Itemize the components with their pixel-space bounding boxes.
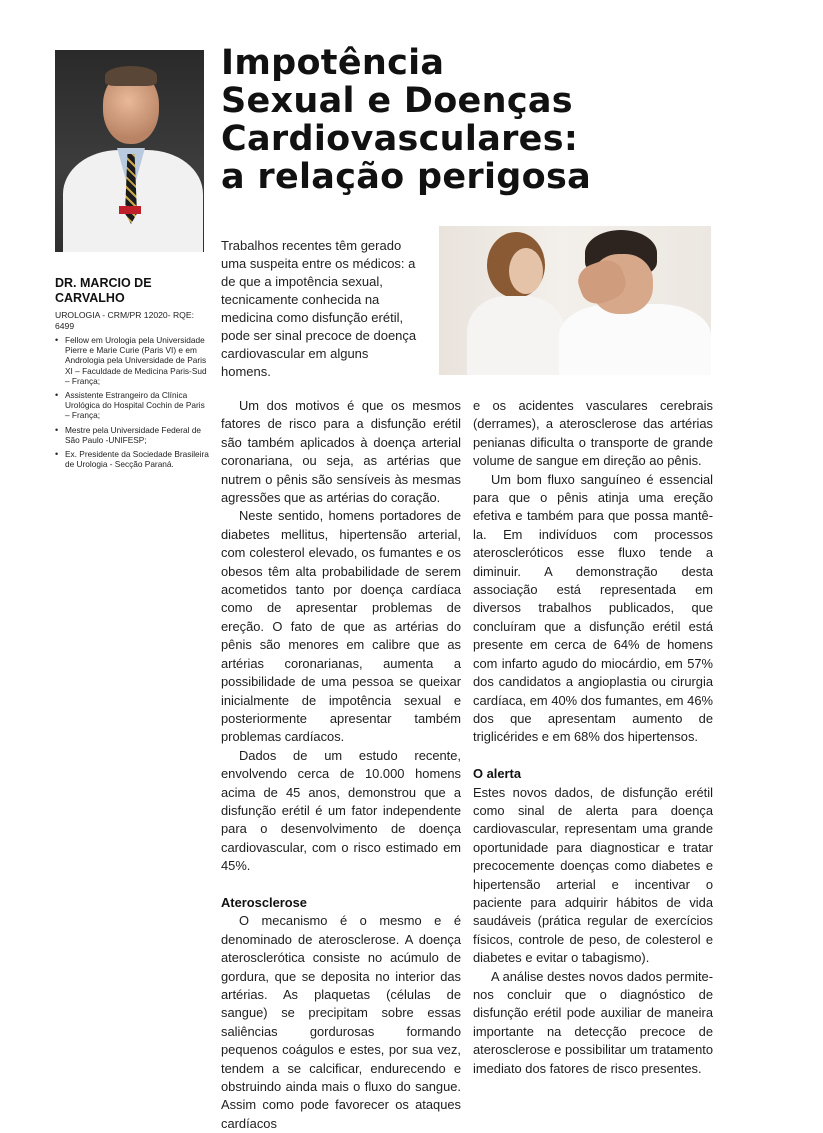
title-line: Impotência <box>221 43 445 83</box>
section-heading-atherosclerosis: Aterosclerose <box>221 894 307 910</box>
couple-photo <box>439 226 711 375</box>
article-title <box>221 44 811 196</box>
author-bio-item: • Mestre pela Universidade Federal de São Paulo -UNIFESP; <box>55 425 210 445</box>
body-column-left <box>221 397 461 1133</box>
lead-paragraph: Trabalhos recentes têm gerado uma suspeita entre os médicos: a de que a impotência sexual, tecnicamente conhecida na medicina como disfunção erétil, pode ser sinal precoce de doença cardiovascular em alguns homens. <box>221 238 417 379</box>
author-bio-item: • Ex. Presidente da Sociedade Brasileira de Urologia - Secção Paraná. <box>55 449 210 469</box>
body-paragraph: Um dos motivos é que os mesmos fatores de risco para a disfunção erétil são também aplicados à doença arterial coronariana, ou seja, as artérias que nutrem o pênis são sensíveis às mesmas agressões que as artérias do coração. <box>221 398 461 506</box>
author-bio-list <box>55 335 210 473</box>
body-paragraph: Estes novos dados, de disfunção erétil como sinal de alerta para doença cardiovascular, representam uma grande oportunidade para diagnosticar e tratar precocemente doenças como diabetes e hipertensão arterial e incentivar o paciente para adquirir hábitos de vida saudáveis (prática regular de exercícios físicos, controle de peso, de colesterol e diabetes e evitar o tabagismo). <box>473 784 713 966</box>
body-paragraph: e os acidentes vasculares cerebrais (derrames), a aterosclerose das artérias penianas dificulta o transporte de grande volume de sangue em direção ao pênis. <box>473 398 713 469</box>
title-line: Sexual e Doenças <box>221 81 573 121</box>
section-heading-alert: O alerta <box>473 766 522 782</box>
body-column-right <box>473 397 713 1078</box>
author-photo <box>55 50 204 252</box>
body-paragraph: O mecanismo é o mesmo e é denominado de aterosclerose. A doença aterosclerótica consiste no acúmulo de gordura, que se deposita no interior das artérias. As plaquetas (células de sangue) se precipitam sobre essas saliências gordurosas formando pequenos coágulos e estes, por sua vez, tendem a se calcificar, endurecendo e obstruindo ainda mais o fluxo do sangue. Assim como pode favorecer os ataques cardíacos <box>221 913 461 1131</box>
author-bio-item: • Assistente Estrangeiro da Clínica Urológica do Hospital Cochin de Paris – França; <box>55 390 210 421</box>
author-name: DR. MARCIO DE CARVALHO <box>55 276 152 305</box>
title-line: a relação perigosa <box>221 157 592 197</box>
body-paragraph: Dados de um estudo recente, envolvendo cerca de 10.000 homens acima de 45 anos, demonstrou que a disfunção erétil é um fator independente para o desenvolvimento de doença cardiovascular, com o risco estimado em 45%. <box>221 747 461 874</box>
body-paragraph: Um bom fluxo sanguíneo é essencial para que o pênis atinja uma ereção efetiva e também para que possa mantê-la. Em indivíduos com processos ateroscleróticos esse fluxo tende a diminuir. A demonstração desta associação está representada em diversos trabalhos publicados, que concluíram que a disfunção erétil está presente em cerca de 64% de homens com infarto agudo do miocárdio, em 57% dos candidatos a angioplastia ou cirurgia cardíaca, em 40% dos fumantes, em 46% dos que apresentam aumento de triglicérides e em 68% dos hipertensos. <box>473 471 713 745</box>
title-line: Cardiovasculares: <box>221 119 579 159</box>
body-paragraph: A análise destes novos dados permite-nos concluir que o diagnóstico de disfunção erétil pode auxiliar de maneira importante na detecção precoce de aterosclerose e possibilitar um tratamento imediato dos fatores de risco presentes. <box>473 968 713 1076</box>
body-paragraph: Neste sentido, homens portadores de diabetes mellitus, hipertensão arterial, com colesterol elevado, os fumantes e os obesos têm alta probabilidade de serem acometidos tanto por doença cardíaca como de apresentar problemas de ereção. O fato de que as artérias do pênis são menores em calibre que as artérias coronarianas, aumenta a possibilidade de uma pessoa se queixar inicialmente de impotência sexual e posteriormente apresentar também problemas cardíacos. <box>221 508 461 745</box>
author-credentials: UROLOGIA - CRM/PR 12020- RQE: 6499 <box>55 310 194 331</box>
author-bio-item: • Fellow em Urologia pela Universidade Pierre e Marie Curie (Paris VI) e em Andrologia pela Universidade de Paris XI – Faculdade de Medicina Paris-Sud – França; <box>55 335 210 386</box>
